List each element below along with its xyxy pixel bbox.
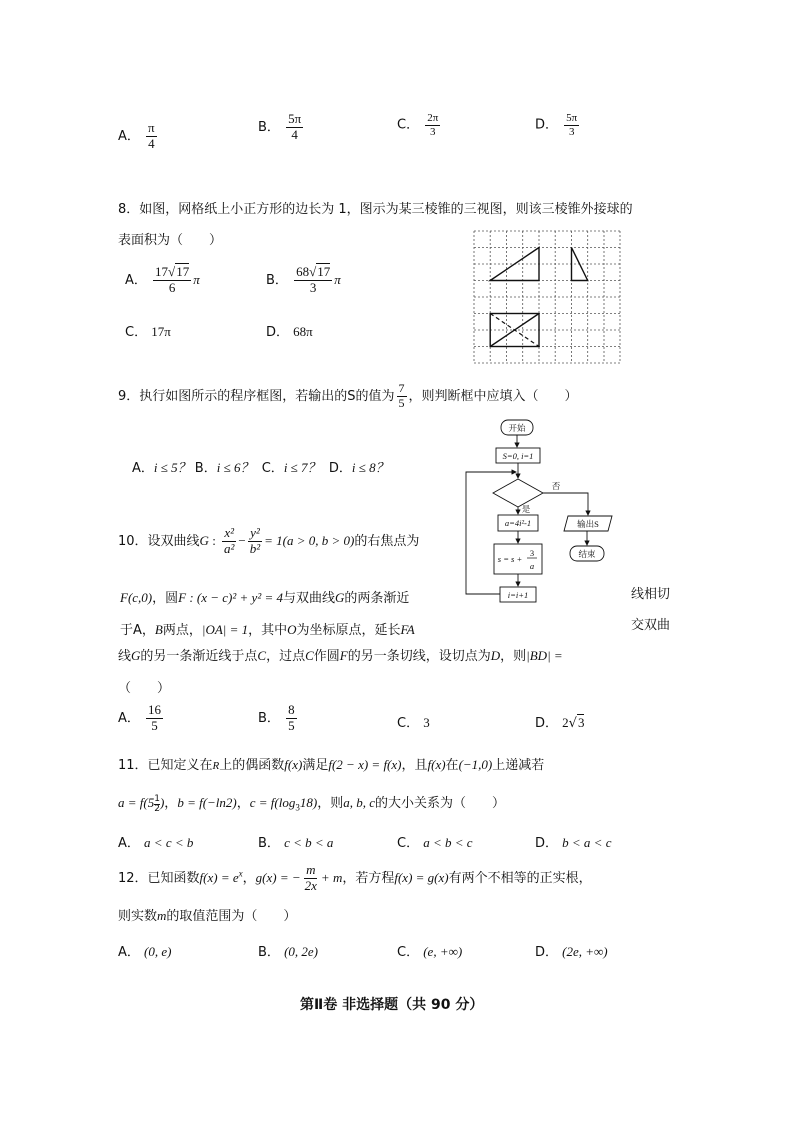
fraction: $\frac{5\pi}{4}$ bbox=[288, 111, 302, 142]
flow-no-arrow bbox=[543, 493, 588, 515]
q8-option-c[interactable]: C． 17π bbox=[125, 324, 171, 340]
q10-stem-line4: 线G的另一条渐近线于点C，过点C作圆F的另一条切线，设切点为D，则|BD| = bbox=[118, 648, 563, 664]
q11-stem-line1: 11．已知定义在R上的偶函数f(x)满足f(2 − x) = f(x)，且f(x)在(−1,0)上递减若 bbox=[118, 757, 545, 773]
flow-yes-label: 是 bbox=[521, 504, 531, 514]
side-view-triangle bbox=[572, 248, 588, 281]
flow-start-label: 开始 bbox=[508, 423, 526, 433]
q9-option-b[interactable]: B．i ≤ 6？ bbox=[194, 460, 254, 476]
q9-options bbox=[132, 457, 389, 476]
q10-stem-line1: 10．设双曲线G : $\frac{\text{x²}}{\text{a²}}$ − $\frac{\text{y²}}{\text{b²}}$ = 1(a > 0, b > 0)的右焦点为 bbox=[118, 525, 420, 556]
fraction: $\frac{\text{x²}}{\text{a²}}$ bbox=[223, 525, 235, 556]
flow-decision-diamond bbox=[493, 479, 543, 507]
flow-init-label: S=0, i=1 bbox=[502, 451, 534, 461]
q12-option-c[interactable]: C． (e, +∞) bbox=[397, 944, 463, 960]
q8-option-a[interactable]: A． $\frac{17√17}{6}$ π bbox=[125, 264, 200, 295]
q10-option-b[interactable]: B． $\frac{8}{5}$ bbox=[258, 702, 295, 733]
fraction: $\frac{8}{5}$ bbox=[288, 702, 295, 733]
flow-assign-s-label: s = s + bbox=[497, 554, 523, 564]
q8-option-b[interactable]: B． $\frac{68√17}{3}$ π bbox=[266, 264, 341, 295]
q11-option-b[interactable]: B． c < b < a bbox=[258, 835, 334, 851]
q12-option-b[interactable]: B． (0, 2e) bbox=[258, 944, 318, 960]
q8-stem-line2: 表面积为（ ） bbox=[118, 233, 223, 248]
q11-stem-line2: a = f(5 $^{\frac{1}{2}}$ )，b = f(−ln2)，$c = f(\log_318)$，则a, b, c的大小关系为（ ） bbox=[118, 794, 506, 814]
q9-option-a[interactable]: A．i ≤ 5？ bbox=[132, 460, 191, 476]
q12-stem-line2: 则实数m的取值范围为（ ） bbox=[118, 908, 297, 924]
q8-option-d[interactable]: D． 68π bbox=[266, 324, 313, 340]
fraction: $\frac{m}{2x}$ bbox=[304, 862, 317, 893]
three-view-figure bbox=[473, 230, 621, 364]
fraction: $\frac{2\pi}{3}$ bbox=[427, 112, 439, 138]
q10-stem-line2-end: 线相切 bbox=[631, 587, 671, 602]
section-title: 第Ⅱ卷 非选择题（共 90 分） bbox=[300, 997, 484, 1013]
q10-option-c[interactable]: C． 3 bbox=[397, 715, 430, 731]
q12-option-d[interactable]: D． (2e, +∞) bbox=[535, 944, 608, 960]
flow-increment-label: i=i+1 bbox=[507, 590, 529, 600]
q7-option-a[interactable]: A． $\frac{\pi}{4}$ bbox=[118, 120, 155, 151]
flow-assign-s-num: 3 bbox=[529, 548, 535, 558]
q12-option-a[interactable]: A． (0, e) bbox=[118, 944, 172, 960]
fraction: $\frac{17√17}{6}$ bbox=[155, 264, 190, 295]
q11-option-a[interactable]: A． a < c < b bbox=[118, 835, 194, 851]
flow-output-label: 输出S bbox=[577, 519, 599, 529]
q10-stem-line5: （ ） bbox=[118, 681, 171, 696]
q7-option-d[interactable]: D． $\frac{5\pi}{3}$ bbox=[535, 112, 578, 138]
q11-option-c[interactable]: C． a < b < c bbox=[397, 835, 473, 851]
sqrt-icon: √ bbox=[168, 264, 176, 279]
flow-no-label: 否 bbox=[551, 481, 561, 491]
q9-stem: 9．执行如图所示的程序框图，若输出的S的值为 $\frac{7}{5}$ ，则判断框中应填入（ ） bbox=[118, 381, 578, 410]
fraction: $\frac{16}{5}$ bbox=[148, 702, 162, 733]
sqrt-icon: √ bbox=[568, 716, 577, 731]
q12-stem-line1: 12．已知函数$f(x) = e^x$，g(x) = − $\frac{m}{2x}$ + m，若方程f(x) = g(x)有两个不相等的正实根， bbox=[118, 862, 592, 893]
flow-end-label: 结束 bbox=[578, 549, 596, 559]
exponent-fraction: 1 2 bbox=[154, 794, 160, 814]
q7-option-b[interactable]: B． $\frac{5\pi}{4}$ bbox=[258, 111, 302, 142]
q9-option-d[interactable]: D．i ≤ 8？ bbox=[328, 460, 389, 476]
q10-stem-line3: 于A，B两点，|OA| = 1，其中O为坐标原点，延长FA bbox=[120, 622, 415, 638]
flow-assign-s-den: a bbox=[529, 561, 535, 571]
fraction: $\frac{5\pi}{3}$ bbox=[566, 112, 578, 138]
sqrt-icon: √ bbox=[309, 264, 317, 279]
program-flowchart bbox=[458, 416, 628, 612]
fraction: $\frac{\pi}{4}$ bbox=[148, 120, 155, 151]
flow-assign-a-label: a=4i²-1 bbox=[504, 518, 532, 528]
q7-option-c[interactable]: C． $\frac{2\pi}{3}$ bbox=[397, 112, 439, 138]
fraction: $\frac{7}{5}$ bbox=[398, 381, 405, 410]
q11-option-d[interactable]: D． b < a < c bbox=[535, 835, 612, 851]
q9-option-c[interactable]: C．i ≤ 7？ bbox=[261, 460, 321, 476]
q10-option-a[interactable]: A． $\frac{16}{5}$ bbox=[118, 702, 162, 733]
q10-stem-line3-end: 交双曲 bbox=[631, 618, 671, 633]
fraction: $\frac{68√17}{3}$ bbox=[296, 264, 331, 295]
q10-option-d[interactable]: D． 2√3 bbox=[535, 715, 585, 731]
q8-stem-line1: 8．如图，网格纸上小正方形的边长为 1，图示为某三棱锥的三视图，则该三棱锥外接球的 bbox=[118, 202, 633, 217]
fraction: $\frac{\text{y²}}{\text{b²}}$ bbox=[249, 525, 261, 556]
q10-stem-line2: F(c,0)，圆F : (x − c)² + y² = 4与双曲线G的两条渐近 bbox=[120, 590, 410, 606]
